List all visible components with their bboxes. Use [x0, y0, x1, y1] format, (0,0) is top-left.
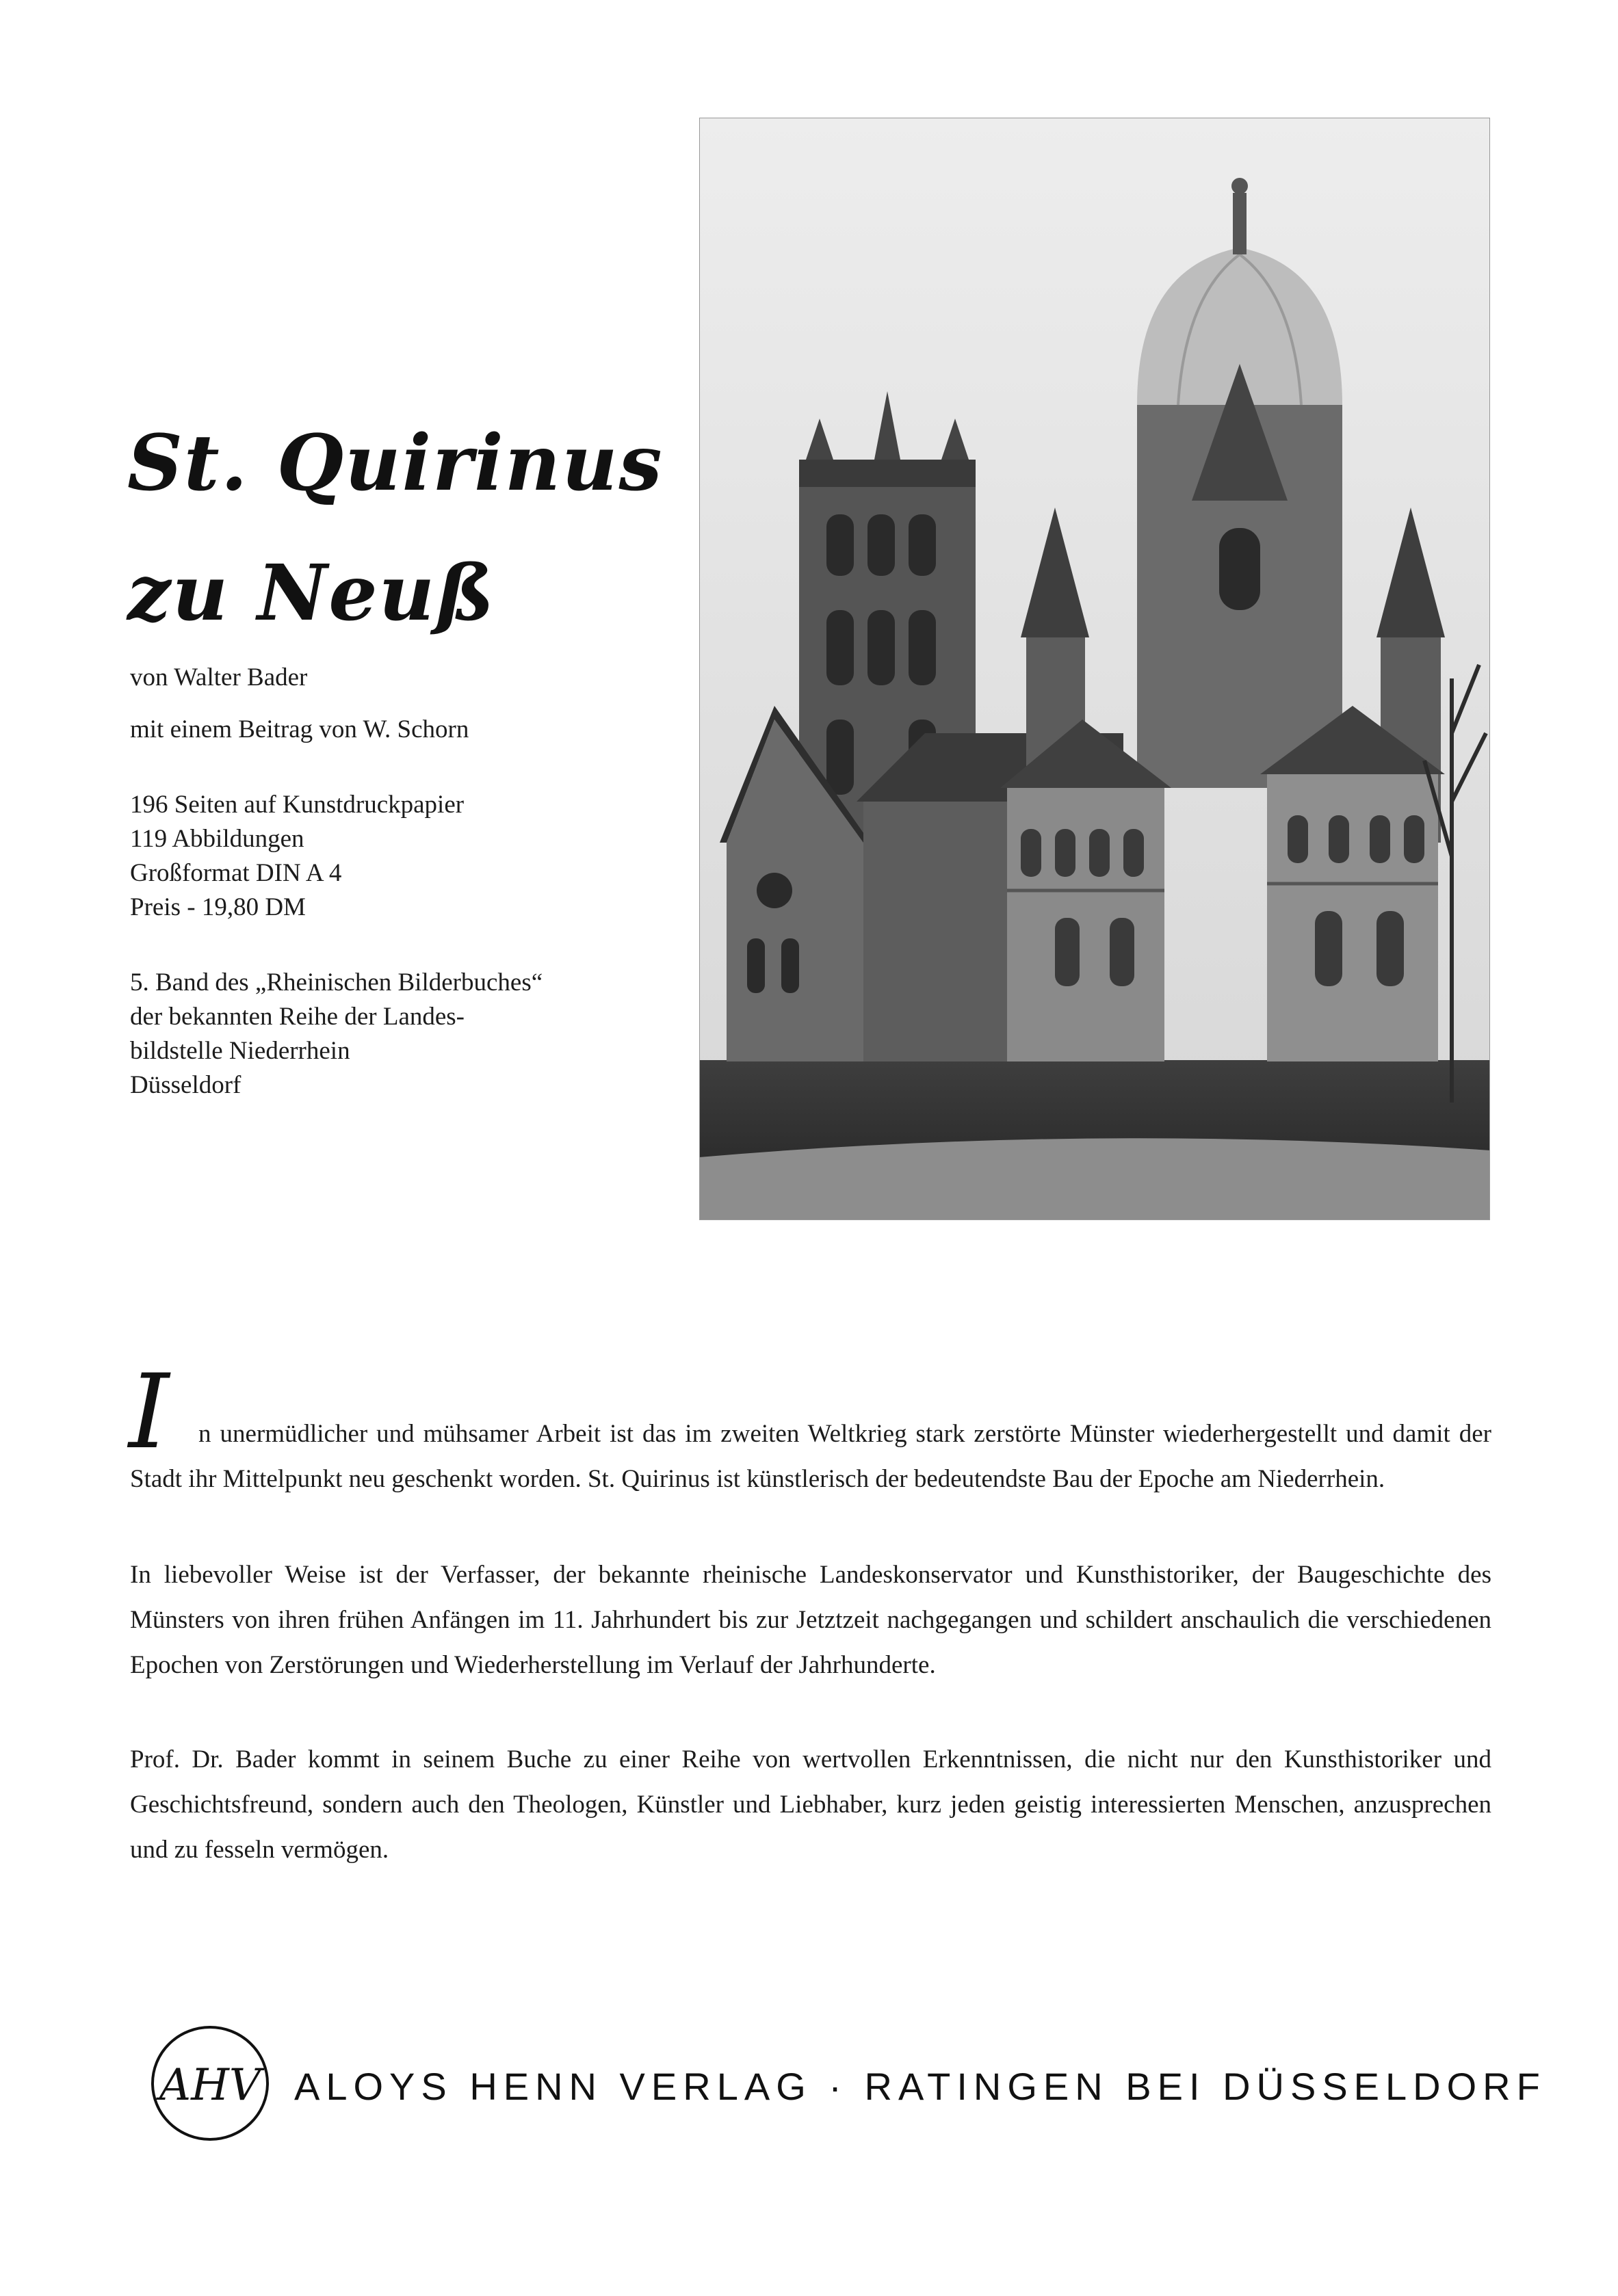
series-line-4: Düsseldorf	[130, 1071, 242, 1099]
church-photograph	[699, 118, 1490, 1220]
series-line-1: 5. Band des „Rheinischen Bilderbuches“	[130, 968, 543, 997]
body-paragraph-2: In liebevoller Weise ist der Verfasser, der bekannte rheinische Landeskonservator und Kunsthistoriker, der Baugeschichte des Münsters von ihren frühen Anfängen im 11. Jahrhundert bis zur Jetztzeit nachgegangen und schildert anschaulich die verschiedenen Epochen von Zerstörungen und Wiederherstellung im Verlauf der Jahrhunderte.	[130, 1561, 1491, 1679]
series-line-2: der bekannten Reihe der Landes-	[130, 1003, 465, 1031]
spec-format: Großformat DIN A 4	[130, 859, 342, 887]
publisher-name: ALOYS HENN VERLAG · RATINGEN BEI DÜSSELDORF	[294, 2065, 1546, 2108]
body-paragraph-3: Prof. Dr. Bader kommt in seinem Buche zu einer Reihe von wertvollen Erkenntnissen, die nicht nur den Kunsthistoriker und Geschichtsfreund, sondern auch den Theologen, Künstler und Liebhaber, kurz jeden geistig interessierten Menschen, anzusprechen und zu fesseln vermögen.	[130, 1745, 1491, 1864]
drop-cap-initial: I	[129, 1353, 170, 1472]
spec-price: Preis - 19,80 DM	[130, 893, 306, 921]
book-title-line-1: St. Quirinus	[127, 419, 664, 508]
publisher-logo-monogram: AHV	[159, 2060, 261, 2111]
body-paragraph-1: n unermüdlicher und mühsamer Arbeit ist das im zweiten Weltkrieg stark zerstörte Münster wiederhergestellt und damit der Stadt ihr Mittelpunkt neu geschenkt worden. St. Quirinus ist künstlerisch der bedeutendste Bau der Epoche am Niederrhein.	[130, 1420, 1491, 1493]
spec-illustrations: 119 Abbildungen	[130, 825, 304, 853]
contributor-line: mit einem Beitrag von W. Schorn	[130, 715, 469, 743]
book-title-line-2: zu Neuß	[127, 549, 496, 638]
spec-pages: 196 Seiten auf Kunstdruckpapier	[130, 791, 465, 819]
publisher-logo	[149, 2023, 271, 2143]
author-line: von Walter Bader	[130, 663, 308, 691]
series-line-3: bildstelle Niederrhein	[130, 1037, 350, 1065]
